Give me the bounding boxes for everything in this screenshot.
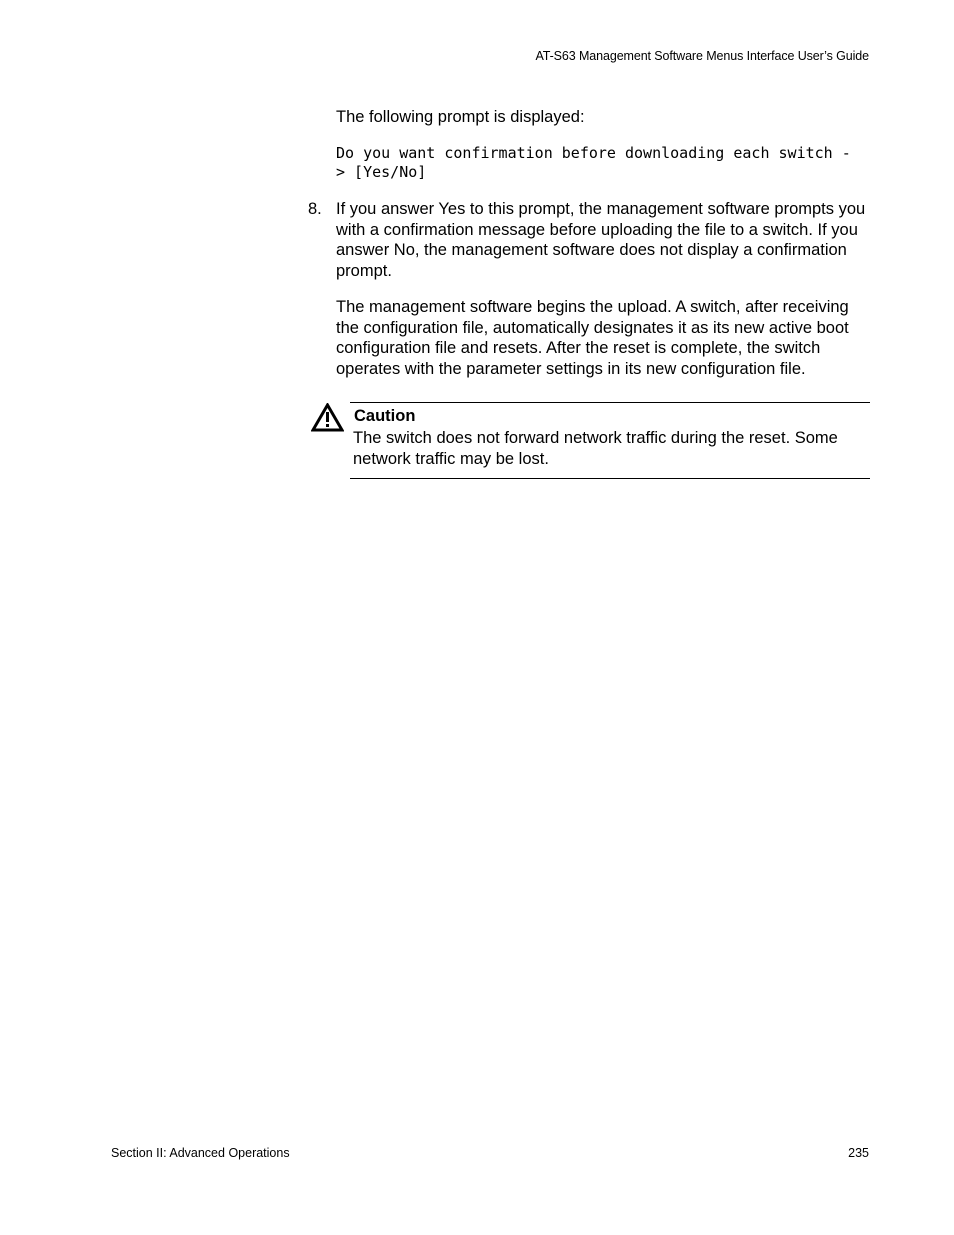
caution-body: The switch does not forward network traffic during the reset. Some network traffic may be lost. [353, 429, 838, 468]
footer-section: Section II: Advanced Operations [111, 1146, 290, 1160]
footer-page-number: 235 [848, 1146, 869, 1160]
code-line-2: > [Yes/No] [336, 163, 427, 181]
step-text: If you answer Yes to this prompt, the management software prompts you with a confirmation message before uploading the file to a switch. If you answer No, the management software does not display a confirmation prompt. [336, 200, 866, 280]
step-number: 8. [308, 200, 322, 218]
warning-triangle-icon [311, 403, 344, 432]
upload-paragraph: The management software begins the upload. A switch, after receiving the configuration file, automatically designates it as its new active boot configuration file and resets. After the reset is complete, the switch operates with the parameter settings in its new configuration file. [336, 298, 849, 378]
caution-box [350, 402, 870, 479]
prompt-intro-text: The following prompt is displayed: [336, 108, 585, 126]
caution-title: Caution [354, 407, 416, 425]
code-line-1: Do you want confirmation before downloading each switch - [336, 144, 851, 162]
page-header-title: AT-S63 Management Software Menus Interface User’s Guide [535, 49, 869, 63]
code-block [336, 144, 876, 182]
